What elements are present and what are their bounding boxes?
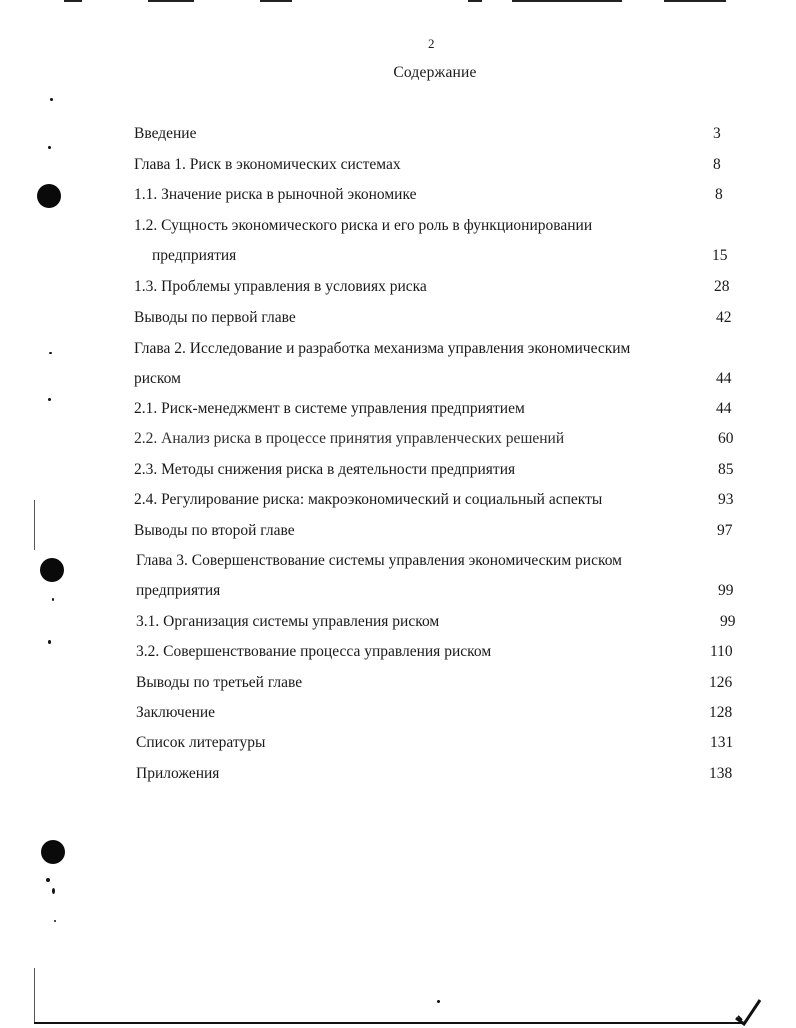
toc-entry-title: Список литературы	[136, 734, 266, 751]
toc-entry-page: 28	[714, 278, 730, 295]
toc-entry-title: 3.2. Совершенствование процесса управления риском	[136, 643, 492, 660]
page-title: Содержание	[393, 64, 477, 81]
toc-entry-page: 126	[709, 674, 733, 691]
toc-entry-page: 44	[716, 370, 732, 387]
toc-entry-page: 15	[712, 247, 728, 264]
toc-entry-page: 99	[720, 613, 736, 630]
toc-entry-title: Выводы по третьей главе	[136, 674, 303, 691]
toc-entry-page: 60	[718, 430, 734, 447]
toc-entry-title: 3.1. Организация системы управления риском	[136, 613, 440, 630]
toc-entry-title: Введение	[134, 125, 197, 142]
toc-entry-title: 2.4. Регулирование риска: макроэкономический и социальный аспекты	[134, 491, 603, 508]
toc-entry-page: 97	[717, 522, 733, 539]
toc-entry-page: 8	[715, 186, 723, 203]
toc-entry-title: 1.2. Сущность экономического риска и его роль в функционировании	[134, 217, 593, 234]
toc-entry-page: 3	[713, 125, 721, 142]
toc-entry-page: 99	[718, 582, 734, 599]
toc-entry-title: Глава 2. Исследование и разработка механизма управления экономическим	[134, 340, 631, 357]
toc-entry-title-continuation: предприятия	[152, 247, 237, 264]
toc-entry-page: 93	[718, 491, 734, 508]
toc-entry-title: 2.2. Анализ риска в процессе принятия управленческих решений	[134, 430, 565, 447]
toc-entry-title: 1.1. Значение риска в рыночной экономике	[134, 186, 417, 203]
toc-entry-page: 8	[713, 156, 721, 173]
toc-entry-title: Глава 1. Риск в экономических системах	[134, 156, 401, 173]
toc-entry-title: Выводы по второй главе	[134, 522, 295, 539]
toc-entry-title: 2.3. Методы снижения риска в деятельности предприятия	[134, 461, 516, 478]
toc-entry-title: Приложения	[136, 765, 220, 782]
toc-entry-page: 138	[709, 765, 733, 782]
toc-entry-title: Выводы по первой главе	[134, 309, 296, 326]
toc-entry-page: 44	[716, 400, 732, 417]
toc-entry-title: Глава 3. Совершенствование системы управления экономическим риском	[136, 552, 622, 569]
toc-entry-page: 131	[710, 734, 734, 751]
toc-entry-title-continuation: предприятия	[136, 582, 221, 599]
toc-entry-page: 85	[718, 461, 734, 478]
toc-entry-title-continuation: риском	[134, 370, 181, 387]
toc-entry-page: 42	[716, 309, 732, 326]
toc-entry-page: 128	[709, 704, 733, 721]
toc-entry-title: 2.1. Риск-менеджмент в системе управления предприятием	[134, 400, 525, 417]
toc-entry-title: 1.3. Проблемы управления в условиях риска	[134, 278, 427, 295]
toc-entry-title: Заключение	[136, 704, 216, 721]
page-number: 2	[428, 36, 435, 51]
toc-entry-page: 110	[710, 643, 733, 660]
